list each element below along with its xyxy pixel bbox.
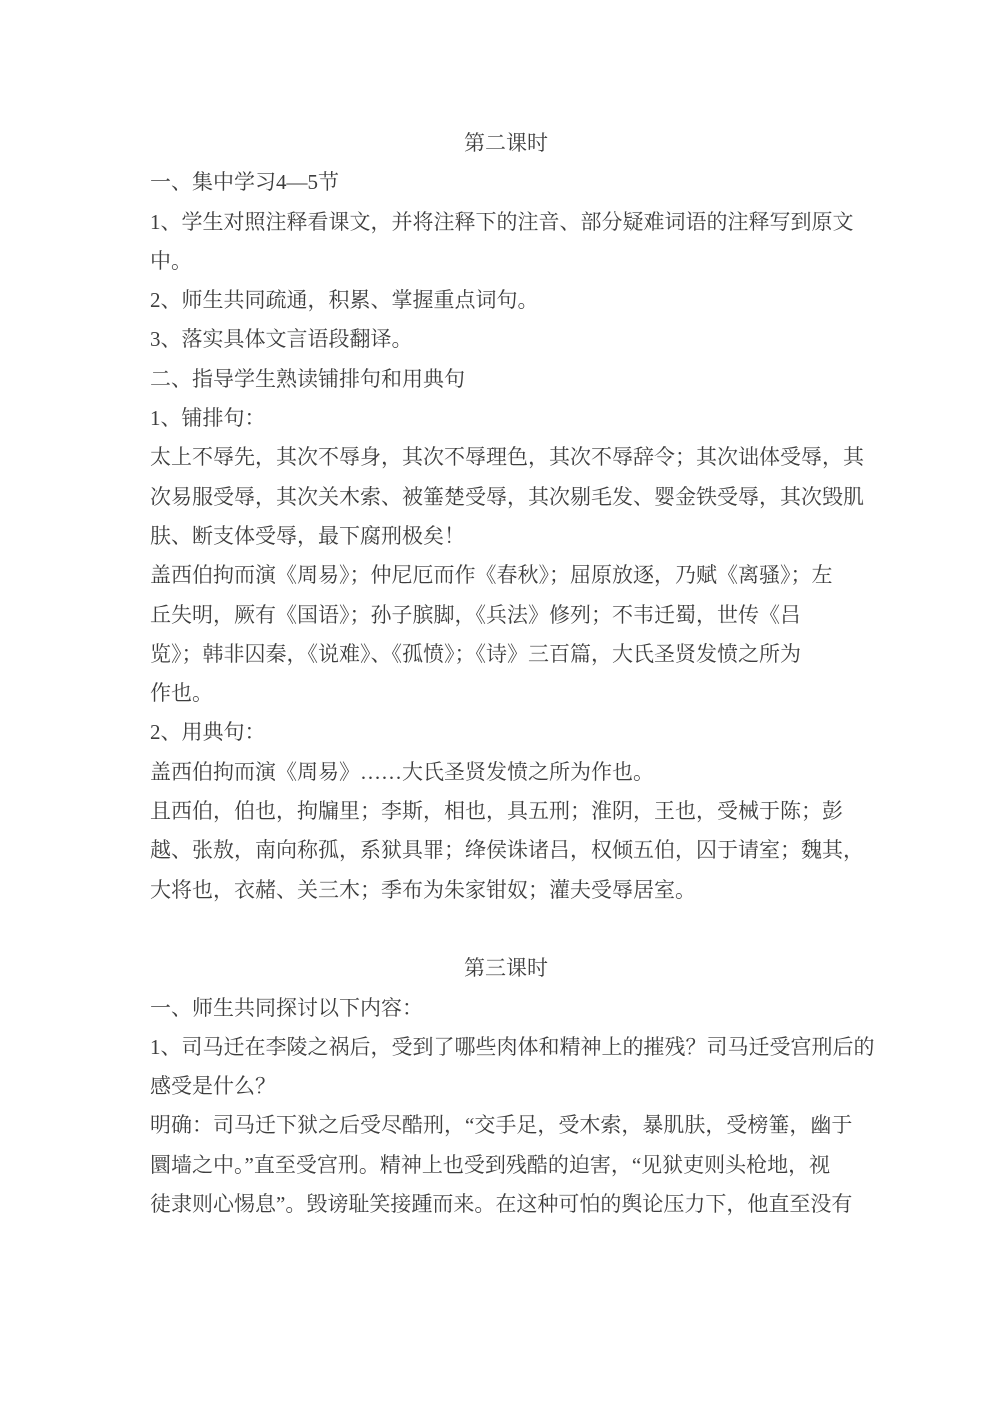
blank-line [150,910,862,949]
text-line: 盖西伯拘而演《周易》……大氏圣贤发愤之所为作也。 [150,759,654,784]
text-line: 2、师生共同疏通，积累、掌握重点词句。 [150,288,539,313]
text-line: 作也。 [150,681,213,706]
document-content [150,124,875,1224]
text-line: 二、指导学生熟读铺排句和用典句 [150,366,465,391]
text-line: 徒隶则心惕息”。毁谤耻笑接踵而来。在这种可怕的舆论压力下，他直至没有 [150,1192,853,1217]
text-line: 感受是什么？ [150,1074,276,1099]
text-line: 明确：司马迁下狱之后受尽酷刑，“交手足，受木索，暴肌肤，受榜箠，幽于 [150,1113,853,1138]
text-line: 丘失明，厥有《国语》；孙子膑脚，《兵法》修列；不韦迁蜀，世传《吕 [150,602,801,627]
text-line: 一、集中学习4—5节 [150,170,339,195]
text-line: 太上不辱先，其次不辱身，其次不辱理色，其次不辱辞令；其次诎体受辱，其 [150,445,864,470]
text-line: 3、落实具体文言语段翻译。 [150,327,413,352]
text-line: 2、用典句： [150,720,266,745]
text-line: 1、学生对照注释看课文，并将注释下的注音、部分疑难词语的注释写到原文 [150,209,854,234]
text-line: 1、司马迁在李陵之祸后，受到了哪些肉体和精神上的摧残？司马迁受宫刑后的 [150,1034,875,1059]
text-line: 1、铺排句： [150,406,266,431]
section-heading: 第三课时 [464,956,548,981]
text-line: 圜墙之中。”直至受宫刑。精神上也受到残酷的迫害，“见狱吏则头枪地，视 [150,1152,831,1177]
text-line: 次易服受辱，其次关木索、被箠楚受辱，其次剔毛发、婴金铁受辱，其次毁肌 [150,484,864,509]
text-line: 且西伯，伯也，拘牖里；李斯，相也，具五刑；淮阴，王也，受械于陈；彭 [150,799,843,824]
text-line: 中。 [150,248,192,273]
section-heading: 第二课时 [464,131,548,155]
text-line: 肤、断支体受辱，最下腐刑极矣！ [150,523,465,548]
text-line: 盖西伯拘而演《周易》；仲尼厄而作《春秋》；屈原放逐，乃赋《离骚》；左 [150,563,833,588]
text-line: 一、师生共同探讨以下内容： [150,995,423,1020]
text-line: 览》；韩非囚秦，《说难》、《孤愤》；《诗》三百篇，大氏圣贤发愤之所为 [150,641,801,666]
text-line: 大将也，衣赭、关三木；季布为朱家钳奴；灌夫受辱居室。 [150,877,696,902]
text-line: 越、张敖，南向称孤，系狱具罪；绛侯诛诸吕，权倾五伯，囚于请室；魏其， [150,838,864,863]
